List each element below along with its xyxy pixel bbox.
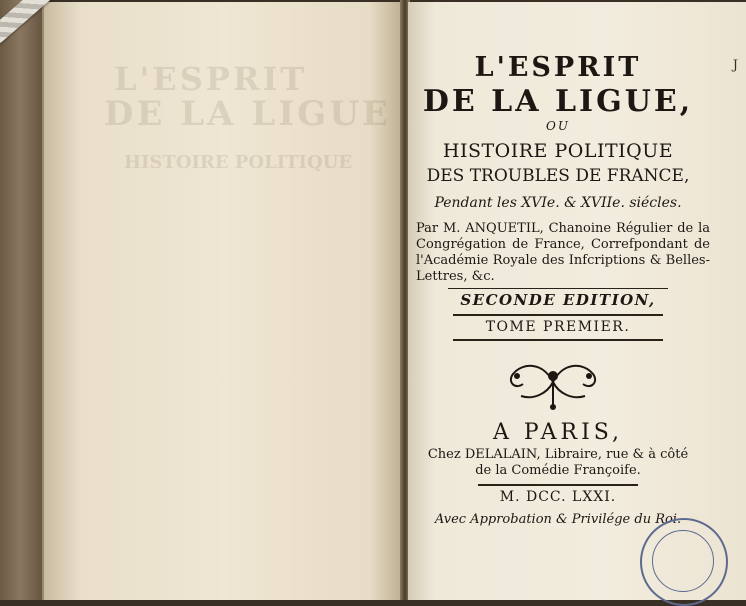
subtitle-line-2: DES TROUBLES DE FRANCE, (426, 166, 690, 186)
imprint-city: A PARIS, (492, 420, 624, 445)
title-page (408, 2, 746, 600)
publication-year: M. DCC. LXXI. (499, 489, 617, 505)
publisher-line-1: Chez DELALAIN, Libraire, rue & à côté (427, 447, 689, 462)
author-statement: Par M. ANQUETIL, Chanoine Régulier de la Congrégation de France, Correfpondant de l'Académie Royale des Infcriptions & Belles-Lettres, &c. (416, 221, 710, 284)
rule-top-volume (453, 314, 663, 316)
approbation-line: Avec Approbation & Privilége du Roi. (434, 512, 682, 527)
bleed-through-text: L'ESPRIT (114, 60, 308, 98)
floral-ornament-icon (493, 352, 613, 412)
bleed-through-text: DE LA LIGUE (104, 94, 391, 134)
title-connector: OU (546, 119, 570, 133)
left-blank-page (42, 2, 406, 600)
volume-line: TOME PREMIER. (485, 319, 631, 335)
rule-top-year (478, 484, 638, 486)
bleed-through-text: HISTOIRE POLITIQUE (124, 152, 353, 173)
subtitle-line-1: HISTOIRE POLITIQUE (442, 140, 674, 162)
publisher-line-2: de la Comédie Françoife. (475, 463, 641, 478)
title-line-1: L'ESPRIT (474, 52, 642, 83)
rule-bottom-volume (453, 339, 663, 341)
margin-mark: J (732, 58, 738, 73)
library-stamp-icon (640, 518, 728, 606)
rule-top-edition (448, 288, 668, 289)
title-line-2: DE LA LIGUE, (422, 84, 694, 119)
period-line: Pendant les XVIe. & XVIIe. siécles. (434, 195, 682, 211)
edition-line: SECONDE EDITION, (460, 291, 656, 309)
